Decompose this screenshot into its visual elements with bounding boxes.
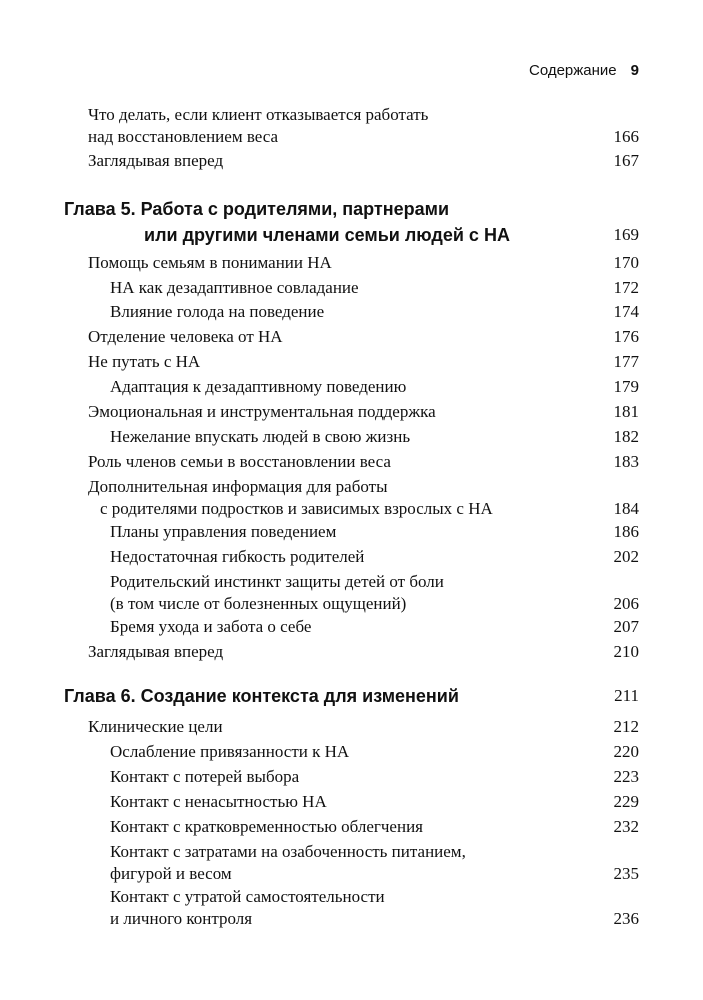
toc-entry-page: 184 bbox=[613, 499, 639, 518]
toc-entry-page: 202 bbox=[613, 547, 639, 566]
toc-entry[interactable] bbox=[88, 451, 639, 473]
chapter-title-line: Глава 5. Работа с родителями, партнерами bbox=[64, 199, 450, 219]
toc-entry-page: 167 bbox=[613, 151, 639, 170]
toc-entry-title: Ослабление привязанности к НА bbox=[110, 742, 350, 761]
toc-entry-title-line: над восстановлением веса bbox=[88, 127, 279, 146]
toc-subentry[interactable] bbox=[110, 791, 639, 813]
toc-entry-page: 232 bbox=[613, 817, 639, 836]
toc-entry-title: Эмоциональная и инструментальная поддержка bbox=[88, 402, 436, 421]
toc-entry[interactable] bbox=[88, 401, 639, 423]
toc-entry-title-line: фигурой и весом bbox=[110, 864, 232, 883]
toc-entry-title: Заглядывая вперед bbox=[88, 151, 224, 170]
toc-entry-page: 181 bbox=[613, 402, 639, 421]
toc-entry-page: 177 bbox=[613, 352, 639, 371]
toc-entry-title-line: (в том числе от болезненных ощущений) bbox=[110, 594, 407, 613]
toc-entry-title: Контакт с потерей выбора bbox=[110, 767, 300, 786]
toc-entry-title: Помощь семьям в понимании НА bbox=[88, 253, 332, 272]
toc-entry-page: 179 bbox=[613, 377, 639, 396]
toc-entry-page: 235 bbox=[613, 864, 639, 883]
toc-entry-title-line: Контакт с затратами на озабоченность питанием, bbox=[110, 842, 466, 861]
toc-chapter[interactable] bbox=[64, 683, 639, 709]
toc-entry-title: Адаптация к дезадаптивному поведению bbox=[110, 377, 407, 396]
toc-entry[interactable] bbox=[88, 641, 639, 663]
toc-entry-title: Роль членов семьи в восстановлении веса bbox=[88, 452, 391, 471]
toc-entry-title-line: Контакт с утратой самостоятельности bbox=[110, 887, 385, 906]
toc-entry-page: 172 bbox=[613, 278, 639, 297]
toc-entry[interactable] bbox=[88, 326, 639, 348]
toc-entry-title: Не путать с НА bbox=[88, 352, 201, 371]
toc-entry-title: Планы управления поведением bbox=[110, 522, 337, 541]
toc-entry-page: 223 bbox=[613, 767, 639, 786]
toc-entry-page: 166 bbox=[613, 127, 639, 146]
toc-entry-title-line: и личного контроля bbox=[110, 909, 253, 928]
toc-entry-title: Заглядывая вперед bbox=[88, 642, 224, 661]
toc-entry-title: Контакт с кратковременностью облегчения bbox=[110, 817, 423, 836]
toc-entry-page: 169 bbox=[613, 225, 639, 244]
toc-entry-page: 212 bbox=[613, 717, 639, 736]
toc-entry-page: 207 bbox=[613, 617, 639, 636]
toc-entry-page: 229 bbox=[613, 792, 639, 811]
toc-entry-title-line: с родителями подростков и зависимых взрослых с НА bbox=[100, 499, 493, 518]
toc-entry-title-line: Что делать, если клиент отказывается работать bbox=[88, 105, 429, 124]
toc-subentry[interactable] bbox=[110, 376, 639, 398]
toc-entry[interactable] bbox=[88, 104, 639, 148]
toc-subentry[interactable] bbox=[110, 741, 639, 763]
toc-entry-page: 186 bbox=[613, 522, 639, 541]
toc-subentry[interactable] bbox=[110, 277, 639, 299]
toc-entry-title: Нежелание впускать людей в свою жизнь bbox=[110, 427, 411, 446]
toc-subentry[interactable] bbox=[110, 301, 639, 323]
toc-entry-page: 174 bbox=[613, 302, 639, 321]
toc-entry-page: 170 bbox=[613, 253, 639, 272]
toc-entry-title: Контакт с ненасытностью НА bbox=[110, 792, 327, 811]
chapter-title: Глава 6. Создание контекста для изменений bbox=[64, 686, 459, 706]
page-number: 9 bbox=[630, 62, 639, 79]
toc-entry-page: 220 bbox=[613, 742, 639, 761]
toc-entry-page: 183 bbox=[613, 452, 639, 471]
toc-subentry[interactable] bbox=[110, 546, 639, 568]
toc-subentry[interactable] bbox=[110, 766, 639, 788]
toc-entry[interactable] bbox=[88, 351, 639, 373]
toc-chapter[interactable] bbox=[64, 196, 639, 248]
toc-entry-title: Недостаточная гибкость родителей bbox=[110, 547, 365, 566]
toc-entry-title: НА как дезадаптивное совладание bbox=[110, 278, 359, 297]
toc-entry[interactable] bbox=[88, 476, 639, 520]
toc-subentry[interactable] bbox=[110, 426, 639, 448]
toc-entry-title-line: Родительский инстинкт защиты детей от боли bbox=[110, 572, 444, 591]
toc-entry-title: Бремя ухода и забота о себе bbox=[110, 617, 312, 636]
toc-entry-page: 210 bbox=[613, 642, 639, 661]
running-header bbox=[0, 62, 639, 79]
toc-entry[interactable] bbox=[88, 716, 639, 738]
chapter-title-line: или другими членами семьи людей с НА bbox=[144, 225, 510, 245]
toc-entry[interactable] bbox=[88, 150, 639, 172]
toc-entry-page: 206 bbox=[613, 594, 639, 613]
toc-entry-page: 236 bbox=[613, 909, 639, 928]
toc-subentry[interactable] bbox=[110, 521, 639, 543]
toc-entry-page: 182 bbox=[613, 427, 639, 446]
running-header-title: Содержание bbox=[528, 62, 617, 79]
toc-subentry[interactable] bbox=[110, 571, 639, 615]
toc-entry-page: 211 bbox=[614, 686, 639, 705]
toc-subentry[interactable] bbox=[110, 816, 639, 838]
toc-entry-title: Клинические цели bbox=[88, 717, 223, 736]
toc-subentry[interactable] bbox=[110, 886, 639, 930]
toc-subentry[interactable] bbox=[110, 841, 639, 885]
toc-entry[interactable] bbox=[88, 252, 639, 274]
toc-entry-page: 176 bbox=[613, 327, 639, 346]
toc-entry-title: Влияние голода на поведение bbox=[110, 302, 325, 321]
toc-subentry[interactable] bbox=[110, 616, 639, 638]
toc-entry-title-line: Дополнительная информация для работы bbox=[88, 477, 388, 496]
toc-entry-title: Отделение человека от НА bbox=[88, 327, 283, 346]
